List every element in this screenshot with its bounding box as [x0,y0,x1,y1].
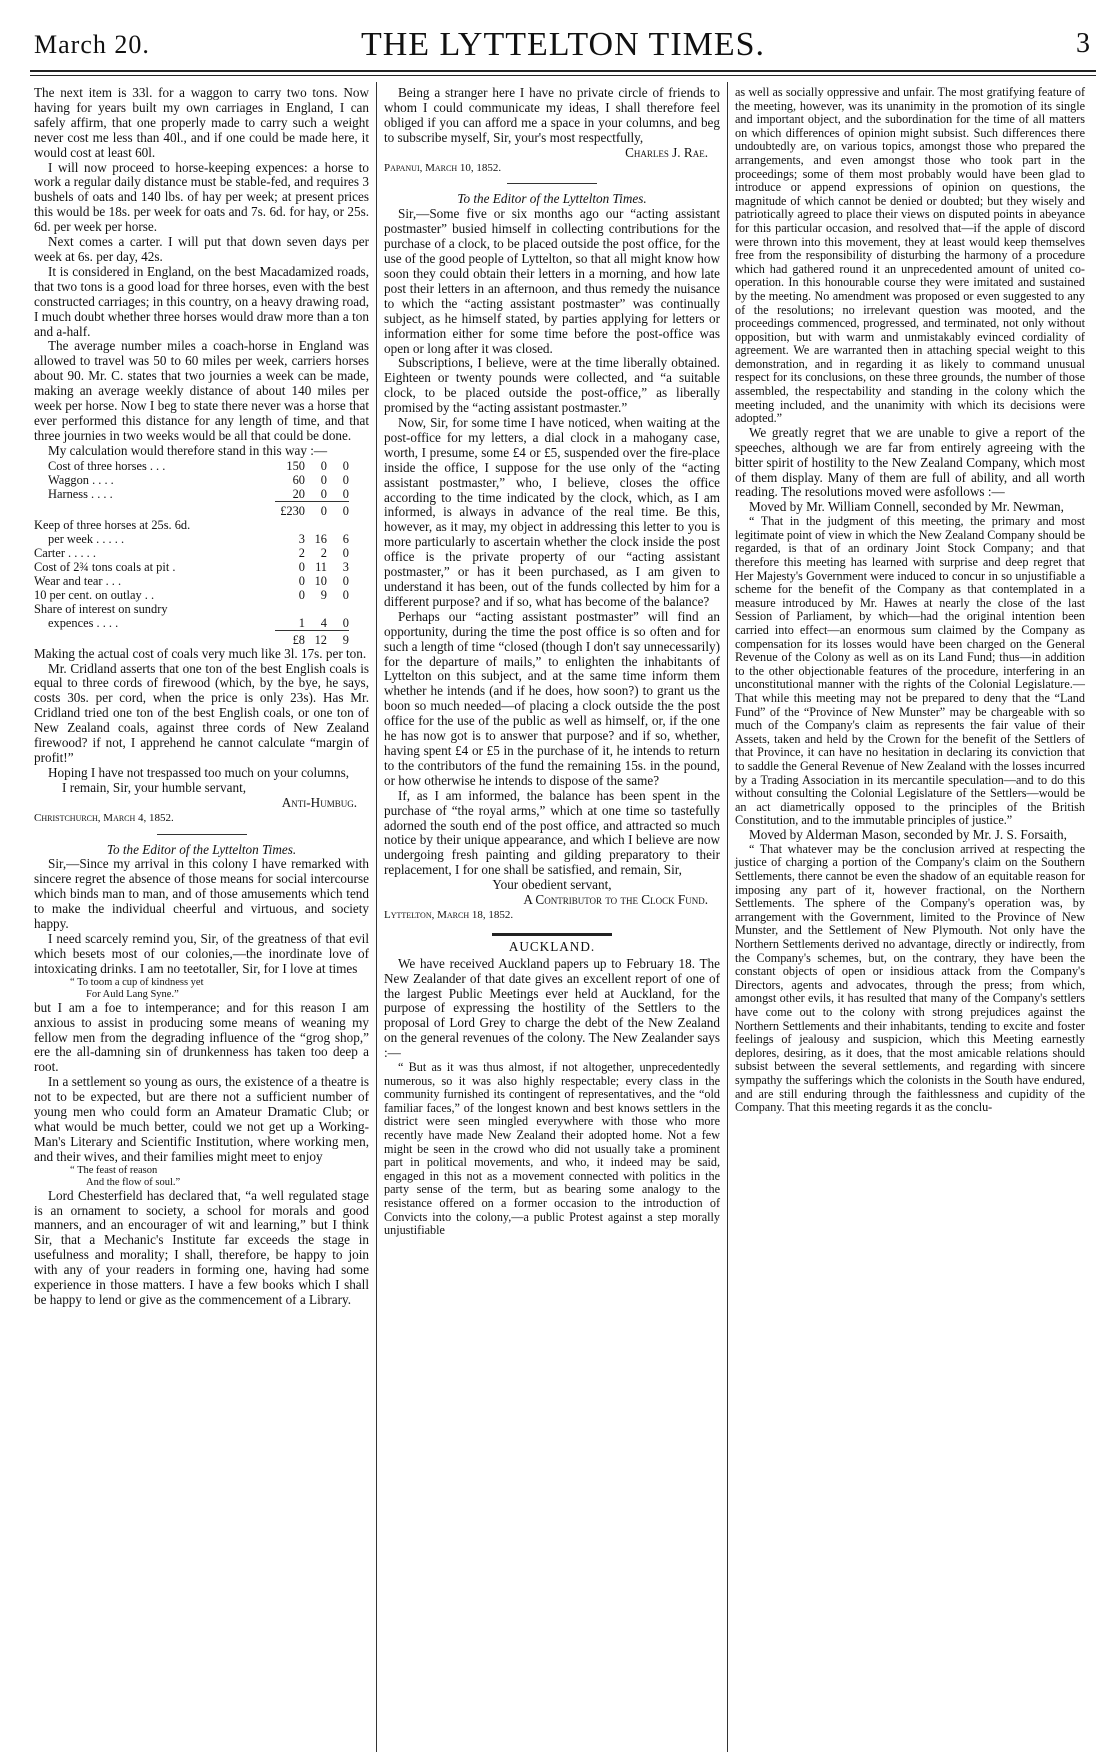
pence: 0 [342,486,349,501]
table-row [34,616,369,631]
table-row [34,560,369,574]
page-number: 3 [1076,28,1090,59]
paragraph: Sir,—Since my arrival in this colony I have remarked with sincere regret the absence of those means for social intercourse which binds man to man, and of those amusements which tend to make the individual cheerful and virtuous, and society happy. [34,856,369,932]
table-row [34,459,369,473]
row-label: Share of interest on sundry [34,601,168,616]
row-label: Waggon . . . . [48,472,114,487]
table-row [34,574,369,588]
pounds: 0 [298,587,305,602]
paragraph: Being a stranger here I have no private circle of friends to whom I could communicate my ideas, I shall therefore feel obliged if you can afford me a space in your columns, and beg to subscribe myself, Sir, your's most respectfully, [384,85,720,145]
paragraph: I need scarcely remind you, Sir, of the greatness of that evil which besets most of our colonies,—the inordinate love of intoxicating drinks. I am no teetotaller, Sir, for I love at times [34,930,369,976]
row-label: Harness . . . . [48,486,113,501]
paragraph: Sir,—Some five or six months ago our “acting assistant postmaster” busied himself in collecting contributions for the purchase of a clock, to be placed outside the post office, for the use of the good people of Lyttelton, so that all might know how soon they could obtain their letters in a morning, and how late post their letters in an afternoon, and thus remedy the nuisance to which the “acting assistant postmaster” was continually subject, as he himself stated, by parties applying for letters or information either for some time before the post-office was open or long after it was closed. [384,206,720,356]
total-pounds: £230 [275,501,305,518]
newspaper-title: THE LYTTELTON TIMES. [360,26,766,63]
shillings: 4 [320,615,327,630]
separator [507,183,597,184]
pence: 0 [342,615,349,630]
quoted-paragraph: as well as socially oppressive and unfair. The most gratifying feature of the meeting, however, was its unanimity in the promotion of its single and important object, and the subordination for the time of all matters on which differences of opinion might subsist. Such differences there undoubtedly are, on various topics, amongst those who prepared the arrangements, and even amongst those who took part in the proceedings; some of them most probably would have been glad to introduce or append expressions of opinion on questions, the magnitude of which cannot be denied or doubted; but they wisely and patriotically agreed to place their views on disputed points in abeyance for this particular occasion, and resolved that—if the apple of discord were thrown into this movement, they at least would keep themselves free from the responsibility of disturbing the harmony of a procedure which had gathered round it an unprecedented amount of united co-operation. In this honourable course they were imitated and sustained by the meeting. No amendment was proposed or even suggested to any of the resolutions; no irrelevant question was mooted, and the proceedings commenced, progressed, and terminated, not only without opposition, but with warm and unmistakably evinced cordiality of agreement. We are warranted then in attaching special weight to this demonstration, and in regarding it as likely to command unusual respect for its conclusions, on these three grounds, the number of those assembled, the respectability and standing in the colony which the meeting included, and the unanimity with which its decisions were adopted.” [735,85,1085,426]
paragraph: Perhaps our “acting assistant postmaster” will find an opportunity, during the time the post office is so often and for such a length of time “closed (though I don't say unnecessarily) for the departure of mails,” to enlighten the inhabitants of Lyttelton on this subject, and at the same time inform them whether he intends (and if he does, how soon?) to grant us the boon so much needed—of placing a clock outside the the post office for the use of the public as well as himself, or, if the one he has now got is to answer that purpose? and if so, whether, having spent £4 or £5 in the purchase of it, he intends to return to the contributors of the fund the remaining 15s. in the pound, or how otherwise he intends to dispose of the same? [384,608,720,788]
column-divider [376,82,377,1752]
paragraph: We have received Auckland papers up to February 18. The New Zealander of that date gives an excellent report of one of the largest Public Meetings ever held at Auckland, for the purpose of expressing the hostility of the Settlers to the proposal of Lord Grey to charge the debt of the New Zealand on the general revenues of the colony. The New Zealander says :— [384,955,720,1061]
row-label: Keep of three horses at 25s. 6d. [34,517,191,532]
issue-date: March 20. [34,30,150,59]
table-row [34,532,369,546]
pence: 6 [342,531,349,546]
verse-line: And the flow of soul.” [86,1176,181,1188]
paragraph: Making the actual cost of coals very much like 3l. 17s. per ton. [34,645,367,661]
shillings: 0 [320,472,327,487]
dateline: Papanui, March 10, 1852. [384,161,502,174]
paragraph: The next item is 33l. for a waggon to carry two tons. Now having for years built my own carriages in England, I can safely affirm, that one properly made to carry such a weight never cost me less than 40l., and if one could be made here, it would cost at least 60l. [34,85,369,160]
row-label: Wear and tear . . . [34,573,122,588]
pence: 3 [342,559,349,574]
separator [157,834,247,835]
paragraph: The average number miles a coach-horse in England was allowed to travel was 50 to 60 miles per week, carriers horses about 90. Mr. C. states that two journies a week can be made, making an average weekly distance of about 140 miles per week per horse. Now I beg to state there never was a horse that ever performed this distance for any length of time, and that three journies in two weeks would be all that could be done. [34,338,369,443]
pounds: 60 [292,472,305,487]
paragraph: Now, Sir, for some time I have noticed, when waiting at the post-office for my letters, a dial clock in a mahogany case, worth, I presume, some £4 or £5, suspended over the fire-place inside the office, I suppose for the use only of the “acting assistant postmaster,” who, I believe, closes the office according to the time indicated by the clock, which, as I am informed, is always in advance of the real time. Be this, however, as it may, my object in addressing this letter to you is more particularly to ascertain whether the clock inside the post office is the private property of our “acting assistant postmaster,” or has it been purchased, as I am given to understand it has been, out of the funds collected by him for a different purpose? and if so, what has become of the balance? [384,415,720,609]
paragraph: Subscriptions, I believe, were at the time liberally obtained. Eighteen or twenty pounds were collected, and “a suitable clock, to be placed outside the post-office,” as liberally promised by the “acting assistant postmaster.” [384,355,720,416]
verse-line: For Auld Lang Syne.” [86,988,179,1000]
total-shillings: 12 [305,630,327,647]
letter-heading: To the Editor of the Lyttelton Times. [106,841,297,857]
pounds: 150 [286,458,305,473]
paragraph: I will now proceed to horse-keeping expences: a horse to work a regular daily distance must be stable-fed, and requires 3 bushels of oats and 140 lbs. of hay per week; at present prices this would be 18s. per week for oats and 7s. 6d. for hay, or 25s. 6d. per week per horse. [34,159,369,235]
section-rule [492,933,612,936]
shillings: 9 [320,587,327,602]
pounds: 3 [298,531,305,546]
pence: 0 [342,587,349,602]
shillings: 0 [320,486,327,501]
total-pence: 0 [327,501,349,518]
signature: A Contributor to the Clock Fund. [523,892,708,908]
dateline: Christchurch, March 4, 1852. [34,811,174,824]
quoted-paragraph: “ But as it was thus almost, if not altogether, unprecedentedly numerous, so it was also highly respectable; every class in the community furnished its contingent of representatives, and the “old familiar faces,” of the longest known and best knows settlers in the district were seen mingled everywhere with those who more recently have made New Zealand their adopted home. Not a few might be seen in the crowd who did not usually take a prominent part in political movements, and who, it indeed may be said, engaged in this not as a movement connected with politics in the party sense of the term, but as bearing some analogy to the resistance offered on a former occasion to the introduction of Convicts into the colony,—a public Protest against a step morally unjustifiable [384,1060,720,1238]
paragraph: Lord Chesterfield has declared that, “a well regulated stage is an ornament to society, a school for morals and good manners, and an encourager of wit and learning,” but I think Sir, that a Mechanic's Institute far exceeds the stage in usefulness and morality; I shall, therefore, be happy to join with any of your readers in forming one, having had some experience in those matters. I have a few books which I shall be happy to lend or give as the commencement of a Library. [34,1187,369,1307]
column-divider [727,82,728,1752]
resolution-text: “ That whatever may be the conclusion arrived at respecting the justice of charging a portion of the Company's claim on the Southern Settlements, there cannot be even the shadow of an equitable reason for imposing any part of it, however fractional, on the Northern Settlements. The sphere of the Company's operation was, by arrangement with the Government, limited to the Province of New Munster, and the Settlement of New Plymouth. Not only have the Northern Settlements derived no advantage, directly or indirectly, from the Company's schemes, but, on the contrary, they have been the constant objects of open or insidious attack from the Company's Directors, agents and advocates, through the press; from which, amongst other evils, it has resulted that many of the Company's settlers have come out to the colony with strong prejudices against the Northern Settlements and their inhabitants, tending to excite and foster feelings of jealousy and suspicion, which this Meeting earnestly deplores, desiring, as it does, that the most amicable relations should subsist between the several settlements, and regarding with sincere sympathy the sufferings which the colonists in the South have endured, and are still enduring through the faithlessness and cupidity of the Company. That this meeting regards it as the conclu- [735,841,1085,1115]
row-label: 10 per cent. on outlay . . [34,587,155,602]
total-pence: 9 [327,630,349,647]
pence: 0 [342,472,349,487]
dateline: Lyttelton, March 18, 1852. [384,908,514,921]
closing-line: Your obedient servant, [492,877,612,893]
closing-line: I remain, Sir, your humble servant, [62,779,247,795]
table-total-row [34,501,369,518]
paragraph: In a settlement so young as ours, the existence of a theatre is not to be expected, but are there not a sufficient number of young men who could form an Amateur Dramatic Club; or what would be much better, could we not get up a Working-Man's Literary and Scientific Institution, where working men, and their wives, and their families might meet to enjoy [34,1074,369,1164]
table-row [34,602,369,616]
cost-table-outlay [34,459,369,518]
paragraph: Moved by Alderman Mason, seconded by Mr. J. S. Forsaith, [749,826,1067,842]
verse-line: “ To toom a cup of kindness yet [70,976,204,988]
column-2 [384,86,720,1238]
paragraph: It is considered in England, on the best Macadamized roads, that two tons is a good load for three horses, even with the best constructed carriages; in this country, on a heavy drawing road, I much doubt whether three horses would draw more than a ton and a-half. [34,263,369,339]
table-row [34,518,369,532]
row-label: Cost of 2¾ tons coals at pit . [34,559,176,574]
row-label: per week . . . . . [48,531,125,546]
paragraph: Mr. Cridland asserts that one ton of the best English coals is equal to three cords of firewood (which, by the bye, he says, costs 30s. per cord, when the price is only 23s). Has Mr. Cridland tried one ton of the best English coals, or one ton of New Zealand coals, against three cords of New Zealand firewood? if not, I apprehend he cannot calculate “margin of profit!” [34,660,369,765]
shillings: 16 [314,531,327,546]
paragraph: but I am a foe to intemperance; and for this reason I am anxious to assist in producing some means of weaning my fellow men from the degrading influence of the “grog shop,” ere the all-damning sin of drunkenness has taken too deep a root. [34,999,369,1075]
pence: 0 [342,545,349,560]
pounds: 2 [298,545,305,560]
letter-heading: To the Editor of the Lyttelton Times. [457,191,647,207]
pence: 0 [342,573,349,588]
table-row [34,487,369,502]
shillings: 0 [320,458,327,473]
signature: Anti-Humbug. [281,794,357,810]
pence: 0 [342,458,349,473]
column-3 [735,86,1085,1115]
row-label: Cost of three horses . . . [48,458,166,473]
total-shillings: 0 [305,501,327,518]
signature: Charles J. Rae. [625,144,708,160]
pounds: 0 [298,573,305,588]
masthead-rule-thin [30,75,1096,76]
paragraph: If, as I am informed, the balance has been spent in the purchase of “the royal arms,” which at one time so tastefully adorned the south end of the post office, and attracted so much notice by their unique appearance, and which I believe are now undergoing fresh painting and gilding preparatory to their replacement, I for one shall be satisfied, and remain, Sir, [384,787,720,878]
row-label: expences . . . . [48,615,119,630]
paragraph: Next comes a carter. I will put that down seven days per week at 6s. per day, 42s. [34,234,369,264]
shillings: 11 [315,559,327,574]
table-total-row [34,630,369,647]
shillings: 2 [320,545,327,560]
paragraph: Hoping I have not trespassed too much on your columns, [48,764,350,780]
resolution-text: “ That in the judgment of this meeting, the primary and most legitimate point of view in which the New Zealand Company should be regarded, is that of an ordinary Joint Stock Company; and that therefore this meeting has learned with surprise and deep regret that Her Majesty's Government were induced to concur in so unjustifiable a scheme for the benefit of the Company as that contemplated in a measure introduced by Mr. Hawes at nearly the close of the last Session of Parliament, by which—had the original intention been carried into effect—an enormous sum claimed by the Company as compensation for its losses would have been charged on the General Revenue of the Colony as well as on its Land Fund; thus—in addition to the other objectionable features of the procedure, interfering in an unconstitutional manner with the rights of the Colonial Legislature.—That while this meeting may not be prepared to deny that the “Land Fund” of the “Province of New Munster” may be chargeable with so much of the Company's claim as represents the fair value of their Assets, taken and held by the Crown for the benefit of the Settlers of that Province, it can have no hesitation in declaring its conviction that to saddle the General Revenue of New Zealand with the losses incurred by a Trading Association in its mercantile speculation—and to do this without consulting the Colonial Legislature of the Settlers—would be an act diametrically opposed to the principles of the British Constitution, and to the immutable principles of justice.” [735,514,1085,828]
paragraph: We greatly regret that we are unable to give a report of the speeches, although we are far from entirely agreeing with the bitter spirit of hostility to the New Zealand Company, which most of them display. Many of them are full of ability, and all worth reading. The resolutions moved were asfollows :— [735,424,1085,500]
table-row [34,546,369,560]
table-row [34,473,369,487]
pounds: 1 [298,615,305,630]
table-row [34,588,369,602]
masthead [30,22,1096,64]
section-heading: AUCKLAND. [508,938,596,954]
verse-line: “ The feast of reason [70,1164,158,1176]
masthead-rule [30,70,1096,72]
cost-table-weekly [34,518,369,647]
paragraph: My calculation would therefore stand in this way :— [48,442,328,458]
paragraph: Moved by Mr. William Connell, seconded by Mr. Newman, [749,499,1064,515]
column-1 [34,86,369,1308]
row-label: Carter . . . . . [34,545,96,560]
pounds: 0 [298,559,305,574]
pounds: 20 [292,486,305,501]
shillings: 10 [314,573,327,588]
total-pounds: £8 [275,630,305,647]
